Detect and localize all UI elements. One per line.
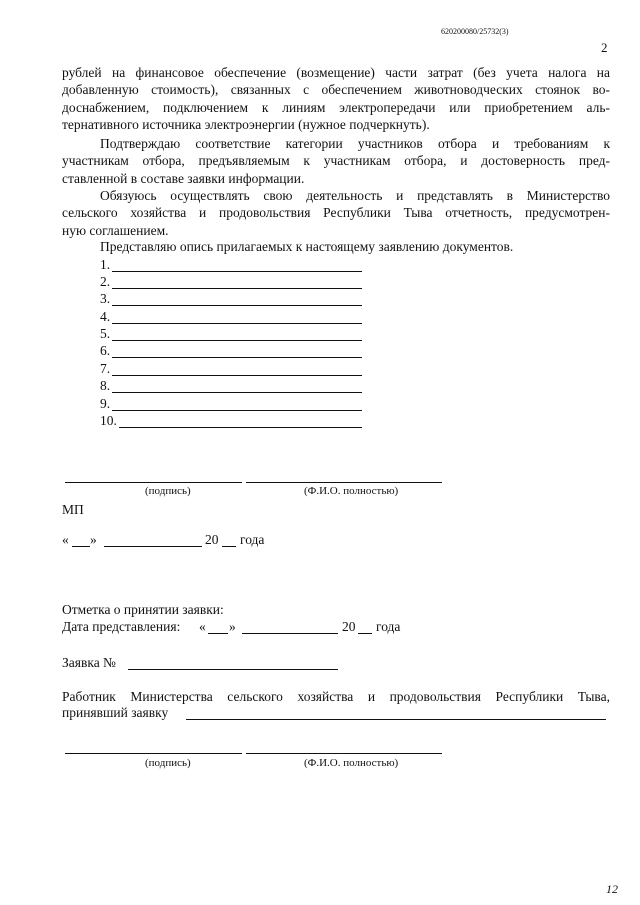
paragraph-line: Представляю опись прилагаемых к настоящему заявлению документов. [100,239,514,254]
page-number: 2 [601,40,608,55]
list-item[interactable]: 1. [100,257,362,274]
fill-line [112,357,362,358]
date-close-quote: » [229,619,236,634]
document-id: 620200080/25732(3) [441,27,509,36]
month-line[interactable] [242,633,338,634]
acceptance-title: Отметка о принятии заявки: [62,602,224,617]
list-item[interactable]: 5. [100,326,362,343]
year-line[interactable] [358,633,372,634]
paragraph-line: сельского хозяйства и продовольствия Республики Тыва отчетность, предусмотрен- [62,205,610,221]
signature-line[interactable] [65,753,242,754]
stamp-label: МП [62,502,84,517]
paragraph-line: Подтверждаю соответствие категории участников отбора и требованиям к [100,136,610,151]
paragraph-line: добавленную стоимость), связанных с обеспечением животноводческих стоянок во- [62,82,610,98]
paragraph-confirm [62,135,610,187]
full-name-line[interactable] [246,482,442,483]
application-number-line[interactable] [128,669,338,670]
fill-line [112,305,362,306]
year-suffix: года [376,619,401,634]
signature-line[interactable] [65,482,242,483]
paragraph-line: участникам отбора, предъявляемым к участникам отбора, и достоверность пред- [62,153,610,169]
list-item[interactable]: 10. [100,413,362,430]
paragraph-line: Обязуюсь осуществлять свою деятельность и представлять в Министерство [100,188,610,203]
full-name-caption: (Ф.И.О. полностью) [304,485,399,497]
date-close-quote: » [90,532,97,547]
list-item[interactable]: 6. [100,343,362,360]
list-item[interactable]: 2. [100,274,362,291]
fill-line [119,427,362,428]
year-prefix: 20 [205,532,219,547]
paragraph-line: ную соглашением. [62,222,169,238]
year-line[interactable] [222,546,236,547]
year-suffix: года [240,532,265,547]
submission-date-label: Дата представления: [62,619,181,634]
fill-line [112,392,362,393]
list-item[interactable]: 8. [100,378,362,395]
signature-caption: (подпись) [145,485,191,497]
paragraph-line: рублей на финансовое обеспечение (возмещение) части затрат (без учета налога на [62,65,610,80]
fill-line [112,323,362,324]
signature-caption: (подпись) [145,757,191,769]
accepted-by-line[interactable] [186,719,606,720]
day-line[interactable] [208,633,228,634]
paragraph-line: тернативного источника электроэнергии (нужное подчеркнуть). [62,116,430,132]
worker-paragraph [62,688,610,705]
year-prefix: 20 [342,619,356,634]
date-open-quote: « [62,532,69,547]
list-item[interactable]: 7. [100,361,362,378]
accepted-by-label: принявший заявку [62,705,169,720]
fill-line [112,340,362,341]
fill-line [112,288,362,289]
date-open-quote: « [199,619,206,634]
worker-line: Работник Министерства сельского хозяйства и продовольствия Республики Тыва, [62,689,610,704]
list-item[interactable]: 3. [100,291,362,308]
full-name-line[interactable] [246,753,442,754]
paragraph-obligation [62,187,610,239]
paragraph-inventory [62,238,610,255]
list-item[interactable]: 4. [100,309,362,326]
fill-line [112,375,362,376]
paragraph-line: доснабжением, подключением к линиям электропередачи или приобретением аль- [62,99,610,115]
fill-line [112,410,362,411]
paragraph-line: ставленной в составе заявки информации. [62,170,305,186]
paragraph-funding [62,64,610,133]
day-line[interactable] [72,546,90,547]
application-number-label: Заявка № [62,655,116,670]
full-name-caption: (Ф.И.О. полностью) [304,757,399,769]
fill-line [112,271,362,272]
handwritten-page-mark: 12 [606,882,618,896]
month-line[interactable] [104,546,202,547]
list-item[interactable]: 9. [100,396,362,413]
